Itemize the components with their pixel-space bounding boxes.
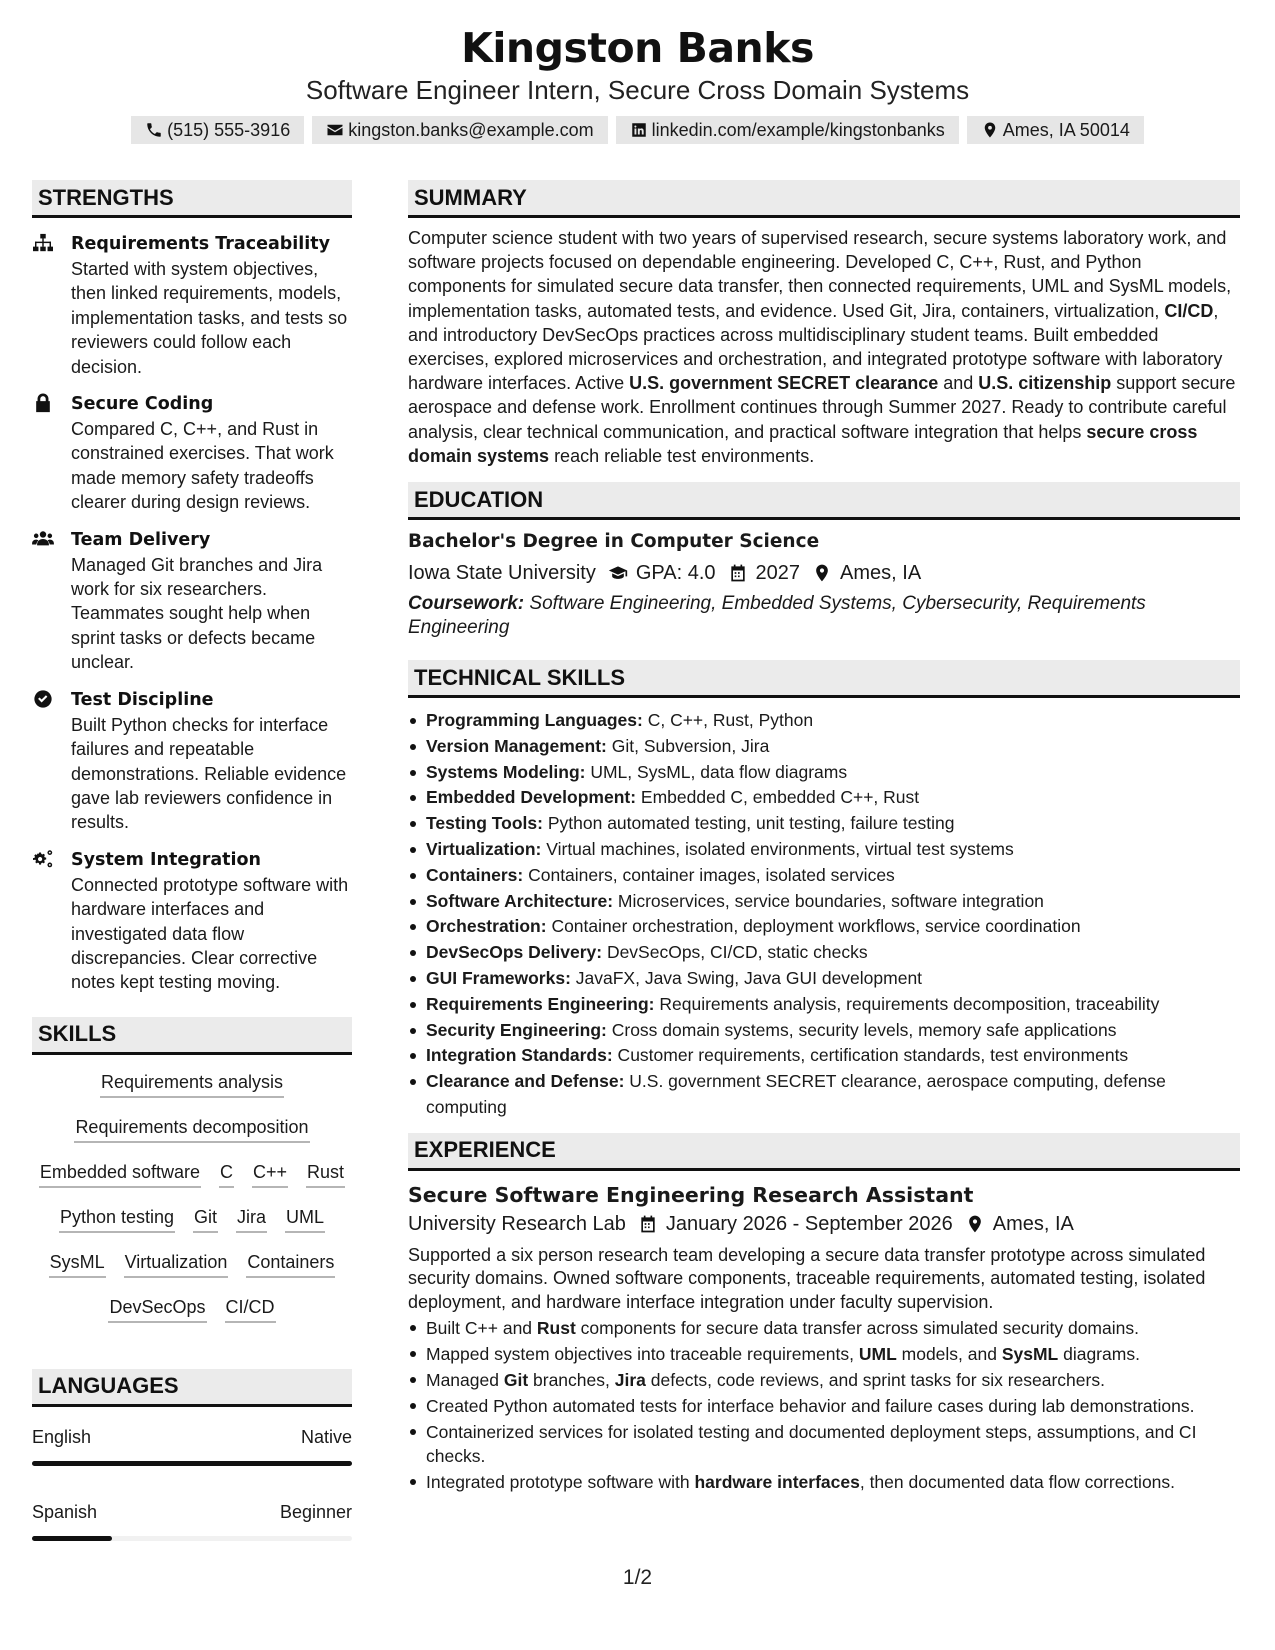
technical-skill-item bbox=[408, 992, 1240, 1018]
strength-desc: Built Python checks for interface failures and repeatable demonstrations. Reliable evidence gave lab reviewers confidence in results. bbox=[71, 714, 347, 833]
technical-skill-item bbox=[408, 966, 1240, 992]
technical-skill-item bbox=[408, 837, 1240, 863]
job-bullet bbox=[408, 1368, 1240, 1392]
language-proficiency-bar bbox=[32, 1536, 352, 1541]
strength-desc: Compared C, C++, and Rust in constrained exercises. That work made memory safety tradeoffs clearer during design reviews. bbox=[71, 419, 334, 513]
technical-skill-item bbox=[408, 940, 1240, 966]
graduation-year: 2027 bbox=[755, 562, 801, 585]
strength-item bbox=[32, 232, 352, 379]
contact-email-text: kingston.banks@example.com bbox=[348, 119, 594, 140]
strength-title: Team Delivery bbox=[71, 529, 211, 550]
skill-values: C, C++, Rust, Python bbox=[642, 710, 814, 731]
technical-skill-item bbox=[408, 1043, 1240, 1069]
gpa: GPA: 4.0 bbox=[635, 562, 716, 585]
skill-values: DevSecOps, CI/CD, static checks bbox=[602, 942, 868, 963]
page-number: 1/2 bbox=[622, 1566, 653, 1589]
skill-tag: DevSecOps bbox=[108, 1295, 206, 1323]
emphasis-text: U.S. citizenship bbox=[978, 373, 1112, 394]
contact-email[interactable] bbox=[312, 116, 607, 144]
job-bullet bbox=[408, 1394, 1240, 1418]
calendar-icon bbox=[638, 1214, 658, 1234]
skill-tag: C++ bbox=[252, 1160, 288, 1188]
strength-desc: Managed Git branches and Jira work for six researchers. Teammates sought help when sprint tasks or defects became unclear. bbox=[71, 554, 323, 673]
job-location: Ames, IA bbox=[992, 1212, 1074, 1235]
emphasis-text: UML bbox=[858, 1343, 897, 1364]
candidate-name: Kingston Banks bbox=[461, 24, 814, 72]
text-run: Integrated prototype software with bbox=[426, 1472, 695, 1492]
cogs-icon bbox=[32, 849, 56, 871]
sitemap-icon bbox=[32, 233, 56, 255]
skill-category: Integration Standards: bbox=[426, 1045, 613, 1066]
strengths-heading: STRENGTHS bbox=[32, 180, 352, 218]
skill-category: Version Management: bbox=[426, 735, 607, 756]
contact-location bbox=[967, 116, 1144, 144]
text-run: Managed bbox=[426, 1369, 504, 1390]
job-bullet bbox=[408, 1420, 1240, 1469]
skill-values: Requirements analysis, requirements decomposition, traceability bbox=[654, 993, 1160, 1014]
languages-heading: LANGUAGES bbox=[32, 1369, 352, 1407]
text-run: reach reliable test environments. bbox=[549, 445, 815, 466]
strength-item bbox=[32, 392, 352, 515]
coursework-list: Software Engineering, Embedded Systems, Cybersecurity, Requirements Engineering bbox=[408, 593, 1146, 639]
check-circle-icon bbox=[32, 689, 56, 711]
language-proficiency-fill bbox=[32, 1461, 352, 1466]
skills-tag-list bbox=[32, 1055, 352, 1323]
job-bullets bbox=[408, 1316, 1240, 1494]
education-meta bbox=[408, 559, 1240, 587]
skill-values: Customer requirements, certification standards, test environments bbox=[612, 1045, 1129, 1066]
text-run: Computer science student with two years of supervised research, secure systems laboratory work, and software projects focused on dependable engineering. Developed C, C++, Rust, and Python components for simulated secure data transfer, then connected requirements, UML and SysML models, implementation tasks, automated tests, and evidence. Used Git, Jira, containers, virtualization, bbox=[408, 228, 1232, 321]
technical-skills-heading: TECHNICAL SKILLS bbox=[408, 660, 1240, 698]
skill-category: Software Architecture: bbox=[426, 890, 614, 911]
skill-category: Virtualization: bbox=[426, 839, 542, 860]
language-proficiency-bar bbox=[32, 1461, 352, 1466]
skill-tag: Embedded software bbox=[39, 1160, 201, 1188]
resume-header bbox=[0, 22, 1275, 144]
strength-item bbox=[32, 848, 352, 995]
map-pin-icon bbox=[812, 563, 832, 583]
linkedin-icon bbox=[630, 121, 648, 139]
map-pin-icon bbox=[965, 1214, 985, 1234]
technical-skill-item bbox=[408, 760, 1240, 786]
language-item bbox=[32, 1500, 352, 1541]
technical-skill-item bbox=[408, 708, 1240, 734]
language-proficiency-fill bbox=[32, 1536, 112, 1541]
skill-category: Orchestration: bbox=[426, 916, 547, 937]
skills-heading: SKILLS bbox=[32, 1017, 352, 1055]
education-heading: EDUCATION bbox=[408, 482, 1240, 520]
strength-title: Requirements Traceability bbox=[71, 234, 331, 254]
text-run: Mapped system objectives into traceable requirements, bbox=[426, 1343, 859, 1364]
language-level: Native bbox=[300, 1426, 352, 1447]
job-meta bbox=[408, 1210, 1240, 1238]
skill-category: GUI Frameworks: bbox=[426, 968, 571, 988]
job-dates: January 2026 - September 2026 bbox=[665, 1212, 953, 1235]
contact-linkedin[interactable] bbox=[616, 116, 959, 144]
skill-values: Containers, container images, isolated services bbox=[523, 864, 895, 885]
technical-skill-item bbox=[408, 889, 1240, 915]
strength-item bbox=[32, 688, 352, 835]
technical-skill-item bbox=[408, 1018, 1240, 1044]
contact-bar bbox=[0, 116, 1275, 144]
candidate-title: Software Engineer Intern, Secure Cross Domain Systems bbox=[305, 75, 970, 105]
skill-category: Clearance and Defense: bbox=[426, 1071, 625, 1092]
experience-heading: EXPERIENCE bbox=[408, 1133, 1240, 1171]
text-run: , then documented data flow corrections. bbox=[859, 1472, 1176, 1492]
language-name: Spanish bbox=[32, 1501, 98, 1522]
coursework bbox=[408, 592, 1240, 640]
skill-tag: Python testing bbox=[59, 1205, 175, 1233]
text-run: Containerized services for isolated testing and documented deployment steps, assumptions, and CI checks. bbox=[426, 1421, 1197, 1467]
envelope-icon bbox=[326, 121, 344, 139]
skill-category: Testing Tools: bbox=[426, 813, 543, 834]
strength-title: System Integration bbox=[71, 849, 262, 870]
emphasis-text: Git bbox=[503, 1369, 529, 1390]
job-bullet bbox=[408, 1342, 1240, 1366]
job-description: Supported a six person research team developing a secure data transfer prototype across simulated security domains. Owned software components, traceable requirements, automated testing, isolated deployment, and hardware interface integration under faculty supervision. bbox=[408, 1244, 1206, 1312]
skill-tag: CI/CD bbox=[225, 1295, 276, 1323]
strength-desc: Connected prototype software with hardware interfaces and investigated data flow discrepancies. Clear corrective notes kept testing moving. bbox=[71, 874, 349, 993]
technical-skill-item bbox=[408, 863, 1240, 889]
summary-heading: SUMMARY bbox=[408, 180, 1240, 218]
text-run: Built C++ and bbox=[426, 1318, 537, 1339]
job-bullet bbox=[408, 1316, 1240, 1340]
technical-skill-item bbox=[408, 734, 1240, 760]
map-pin-icon bbox=[981, 121, 999, 139]
text-run: diagrams. bbox=[1058, 1343, 1140, 1364]
skill-values: Git, Subversion, Jira bbox=[606, 735, 770, 756]
skill-tag: Rust bbox=[306, 1160, 345, 1188]
summary-text bbox=[408, 226, 1240, 468]
skill-tag: Git bbox=[193, 1205, 218, 1233]
degree-title: Bachelor's Degree in Computer Science bbox=[408, 531, 820, 553]
strength-desc: Started with system objectives, then linked requirements, models, implementation tasks, and tests so reviewers could follow each decision. bbox=[71, 259, 348, 377]
skill-category: DevSecOps Delivery: bbox=[426, 942, 603, 963]
emphasis-text: hardware interfaces bbox=[694, 1472, 860, 1492]
skill-tag: Requirements decomposition bbox=[74, 1115, 309, 1143]
skill-values: Cross domain systems, security levels, memory safe applications bbox=[606, 1019, 1117, 1040]
skill-tag: UML bbox=[285, 1205, 325, 1233]
language-item bbox=[32, 1425, 352, 1466]
strength-item bbox=[32, 528, 352, 675]
lock-icon bbox=[32, 393, 56, 415]
skill-values: UML, SysML, data flow diagrams bbox=[585, 761, 848, 782]
school-name: Iowa State University bbox=[408, 562, 596, 585]
skill-category: Containers: bbox=[426, 864, 524, 885]
emphasis-text: U.S. government SECRET clearance bbox=[629, 373, 939, 394]
skill-tag: Requirements analysis bbox=[100, 1070, 284, 1098]
strength-title: Secure Coding bbox=[71, 394, 214, 415]
language-level: Beginner bbox=[279, 1501, 352, 1522]
emphasis-text: Jira bbox=[614, 1369, 646, 1390]
technical-skill-item bbox=[408, 1069, 1240, 1121]
skill-category: Systems Modeling: bbox=[426, 761, 586, 782]
emphasis-text: secure cross domain systems bbox=[408, 421, 1198, 466]
text-run: defects, code reviews, and sprint tasks for six researchers. bbox=[645, 1369, 1105, 1390]
language-name: English bbox=[32, 1426, 92, 1447]
contact-phone[interactable] bbox=[131, 116, 304, 144]
skill-category: Embedded Development: bbox=[426, 787, 637, 808]
skill-values: JavaFX, Java Swing, Java GUI development bbox=[570, 968, 923, 988]
job-title: Secure Software Engineering Research Assistant bbox=[408, 1182, 974, 1207]
technical-skill-item bbox=[408, 785, 1240, 811]
graduation-cap-icon bbox=[608, 563, 628, 583]
job-org: University Research Lab bbox=[408, 1212, 626, 1235]
skill-tag: Virtualization bbox=[124, 1250, 229, 1278]
skill-tag: Jira bbox=[236, 1205, 267, 1233]
calendar-icon bbox=[728, 563, 748, 583]
contact-linkedin-text: linkedin.com/example/kingstonbanks bbox=[651, 119, 945, 140]
coursework-label: Coursework: bbox=[408, 593, 525, 615]
left-column bbox=[32, 180, 352, 1541]
phone-icon bbox=[145, 121, 163, 139]
technical-skill-item bbox=[408, 811, 1240, 837]
text-run: Created Python automated tests for interface behavior and failure cases during lab demonstrations. bbox=[426, 1395, 1195, 1416]
strength-title: Test Discipline bbox=[71, 689, 214, 710]
text-run: models, and bbox=[896, 1343, 1002, 1364]
skill-values: Container orchestration, deployment workflows, service coordination bbox=[546, 916, 1081, 937]
emphasis-text: SysML bbox=[1001, 1343, 1059, 1364]
emphasis-text: CI/CD bbox=[1164, 300, 1214, 321]
contact-phone-text: (515) 555-3916 bbox=[167, 119, 291, 140]
skill-category: Requirements Engineering: bbox=[426, 993, 655, 1014]
text-run: branches, bbox=[528, 1369, 615, 1390]
skill-values: Embedded C, embedded C++, Rust bbox=[636, 787, 920, 808]
technical-skill-item bbox=[408, 914, 1240, 940]
skill-category: Programming Languages: bbox=[426, 710, 643, 731]
right-column bbox=[408, 180, 1240, 1494]
education-location: Ames, IA bbox=[840, 562, 922, 585]
users-icon bbox=[32, 529, 56, 551]
skill-tag: Containers bbox=[246, 1250, 335, 1278]
contact-location-text: Ames, IA 50014 bbox=[1002, 119, 1130, 140]
technical-skills-list bbox=[408, 708, 1240, 1121]
skill-tag: SysML bbox=[49, 1250, 106, 1278]
skill-values: Python automated testing, unit testing, failure testing bbox=[542, 813, 955, 834]
skill-tag: C bbox=[219, 1160, 234, 1188]
skill-values: U.S. government SECRET clearance, aerospace computing, defense computing bbox=[426, 1071, 1166, 1117]
text-run: and bbox=[938, 373, 979, 394]
emphasis-text: Rust bbox=[536, 1318, 576, 1339]
skill-values: Virtual machines, isolated environments, virtual test systems bbox=[541, 839, 1014, 860]
skill-category: Security Engineering: bbox=[426, 1019, 607, 1040]
text-run: components for secure data transfer across simulated security domains. bbox=[575, 1318, 1139, 1339]
job-bullet bbox=[408, 1470, 1240, 1494]
text-run: support secure aerospace and defense work. Enrollment continues through Summer 2027. Ready to contribute careful analysis, clear technical communication, and practical software integration that helps bbox=[408, 373, 1236, 442]
text-run: , and introductory DevSecOps practices across multidisciplinary student teams. Built embedded exercises, explored microservices and orchestration, and integrated prototype software with laboratory hardware interfaces. Active bbox=[408, 300, 1223, 394]
skill-values: Microservices, service boundaries, software integration bbox=[613, 890, 1044, 911]
